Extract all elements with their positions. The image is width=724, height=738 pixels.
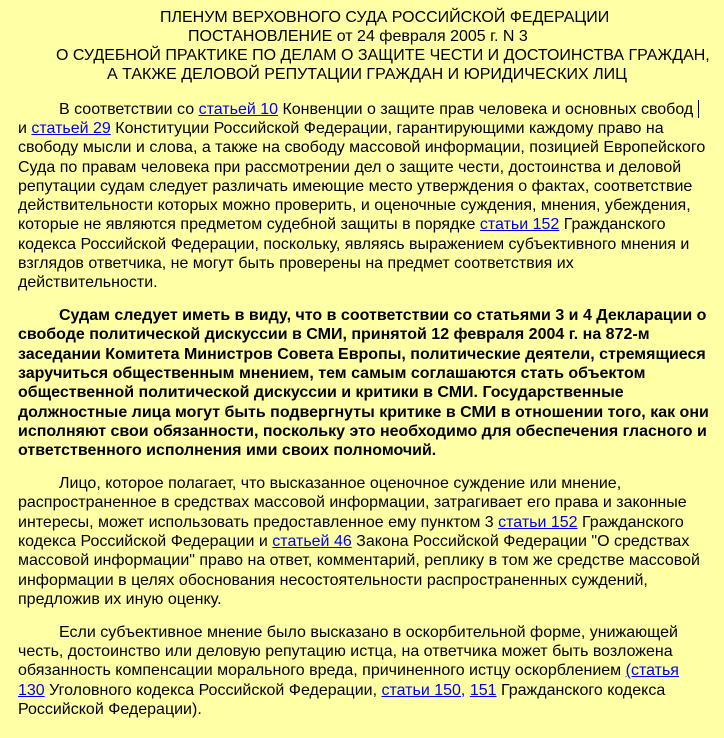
paragraph-line — [18, 273, 724, 292]
document-title-line-1: О СУДЕБНОЙ ПРАКТИКЕ ПО ДЕЛАМ О ЗАЩИТЕ ЧЕСТИ И ДОСТОИНСТВА ГРАЖДАН, — [56, 47, 710, 65]
paragraph-line — [18, 138, 724, 157]
paragraph-line — [18, 441, 724, 460]
paragraph-line — [18, 235, 724, 254]
paragraph-line — [18, 364, 724, 383]
text-run: репутации судам следует различать имеющие место утверждения о фактах, соответствие — [18, 177, 693, 195]
text-run: свободе политической дискуссии в СМИ, принятой 12 февраля 2004 г. на 872-м — [18, 326, 650, 344]
paragraph-line — [18, 325, 724, 344]
paragraph-line — [18, 422, 724, 441]
paragraph-line — [18, 403, 724, 422]
paragraph-line — [18, 383, 724, 402]
text-run: общественной политической дискуссии и критики в СМИ. Государственные — [18, 384, 624, 402]
paragraph-line — [18, 215, 724, 234]
paragraph-line — [18, 100, 724, 119]
text-run: взглядов ответчика, не могут быть проверены на предмет соответствия их — [18, 255, 574, 273]
document-body — [18, 100, 724, 719]
text-run: и — [18, 119, 32, 137]
paragraph-line — [18, 642, 724, 661]
article-link[interactable]: статьи 150, — [381, 681, 466, 699]
text-run: Гражданского — [577, 513, 684, 531]
paragraph-line — [18, 254, 724, 273]
text-run: Гражданского — [559, 216, 666, 234]
paragraph-line — [18, 196, 724, 215]
paragraph-line — [18, 623, 724, 642]
article-link[interactable]: (статья — [625, 662, 679, 680]
text-run: Если субъективное мнение было высказано в оскорбительной форме, унижающей — [59, 623, 678, 641]
paragraph-line — [18, 700, 724, 719]
paragraph-line — [18, 306, 724, 325]
paragraph — [18, 474, 724, 609]
text-run: свободу мысли и слова, а также на свободу массовой информации, позицией Европейского — [18, 139, 706, 157]
article-link[interactable]: статьей 29 — [31, 119, 111, 137]
paragraph-line — [18, 661, 724, 680]
paragraph-line — [18, 119, 724, 138]
paragraph-line — [18, 493, 724, 512]
court-name: ПЛЕНУМ ВЕРХОВНОГО СУДА РОССИЙСКОЙ ФЕДЕРАЦИИ — [160, 8, 610, 26]
text-run: Конвенции о защите прав человека и основных свобод — [278, 100, 694, 118]
text-cursor — [698, 100, 699, 118]
text-run: заседании Комитета Министров Совета Европы, политические деятели, стремящиеся — [18, 345, 706, 363]
article-link[interactable]: 151 — [469, 681, 497, 699]
resolution-number: ПОСТАНОВЛЕНИЕ от 24 февраля 2005 г. N 3 — [188, 27, 528, 45]
text-run: Суда по правам человека при рассмотрении дел о защите чести, достоинства и деловой — [18, 158, 682, 176]
article-link[interactable]: статьей 10 — [198, 100, 279, 118]
article-link[interactable]: статьи 152 — [498, 513, 578, 531]
paragraph-line — [18, 590, 724, 609]
document-header — [18, 8, 724, 85]
paragraph-line — [18, 571, 724, 590]
paragraph-line — [18, 474, 724, 493]
text-run: Гражданского кодекса — [496, 681, 666, 699]
paragraph-line — [18, 551, 724, 570]
paragraph — [18, 100, 724, 293]
paragraph — [18, 306, 724, 460]
text-run: честь, достоинство или деловую репутацию истца, на ответчика может быть возложена — [18, 642, 673, 660]
text-run: интересы, может использовать предоставленное ему пунктом 3 — [18, 513, 499, 531]
paragraph-line — [18, 532, 724, 551]
text-run: ответственного исполнения ими своих полномочий. — [18, 442, 437, 460]
text-run: массовой информации" право на ответ, комментарий, реплику в том же средстве массовой — [18, 552, 700, 570]
text-run: действительности. — [18, 274, 158, 292]
text-run: которые не являются предметом судебной защиты в порядке — [18, 216, 480, 234]
text-run: исполняют свои обязанности, поскольку это необходимо для обеспечения гласного и — [18, 422, 707, 440]
paragraph-line — [18, 158, 724, 177]
text-run: Уголовного кодекса Российской Федерации, — [44, 681, 382, 699]
text-run: кодекса Российской Федерации, поскольку, являясь выражением субъективного мнения и — [18, 235, 690, 253]
text-run: Конституции Российской Федерации, гарантирующими каждому право на — [110, 119, 664, 137]
text-run: заручиться общественным мнением, тем самым соглашаются стать объектом — [18, 365, 646, 383]
text-run: обязанность компенсации морального вреда, причиненного истцу оскорблением — [18, 662, 626, 680]
text-run: Российской Федерации). — [18, 700, 202, 718]
text-run: Закона Российской Федерации "О средствах — [351, 532, 690, 550]
paragraph-line — [18, 177, 724, 196]
text-run: предложив их иную оценку. — [18, 590, 222, 608]
text-run: действительности которых можно проверить, и оценочные суждения, мнения, убеждения, — [18, 197, 691, 215]
document-title-line-2: А ТАКЖЕ ДЕЛОВОЙ РЕПУТАЦИИ ГРАЖДАН И ЮРИДИЧЕСКИХ ЛИЦ — [107, 66, 627, 84]
paragraph — [18, 623, 724, 719]
paragraph-line — [18, 513, 724, 532]
text-run: Судам следует иметь в виду, что в соответствии со статьями 3 и 4 Декларации о — [59, 307, 707, 325]
paragraph-line — [18, 345, 724, 364]
text-run: должностные лица могут быть подвергнуты критике в СМИ в отношении того, как они — [18, 403, 709, 421]
text-run: информации в целях обоснования несостоятельности распространенных суждений, — [18, 571, 648, 589]
text-run: кодекса Российской Федерации и — [18, 532, 273, 550]
article-link[interactable]: 130 — [18, 681, 45, 699]
paragraph-line — [18, 681, 724, 700]
text-run: распространенное в средствах массовой информации, затрагивает его права и законные — [18, 494, 687, 512]
text-run: В соответствии со — [59, 100, 199, 118]
article-link[interactable]: статьей 46 — [272, 532, 352, 550]
text-run: Лицо, которое полагает, что высказанное оценочное суждение или мнение, — [59, 475, 622, 493]
article-link[interactable]: статьи 152 — [479, 216, 560, 234]
